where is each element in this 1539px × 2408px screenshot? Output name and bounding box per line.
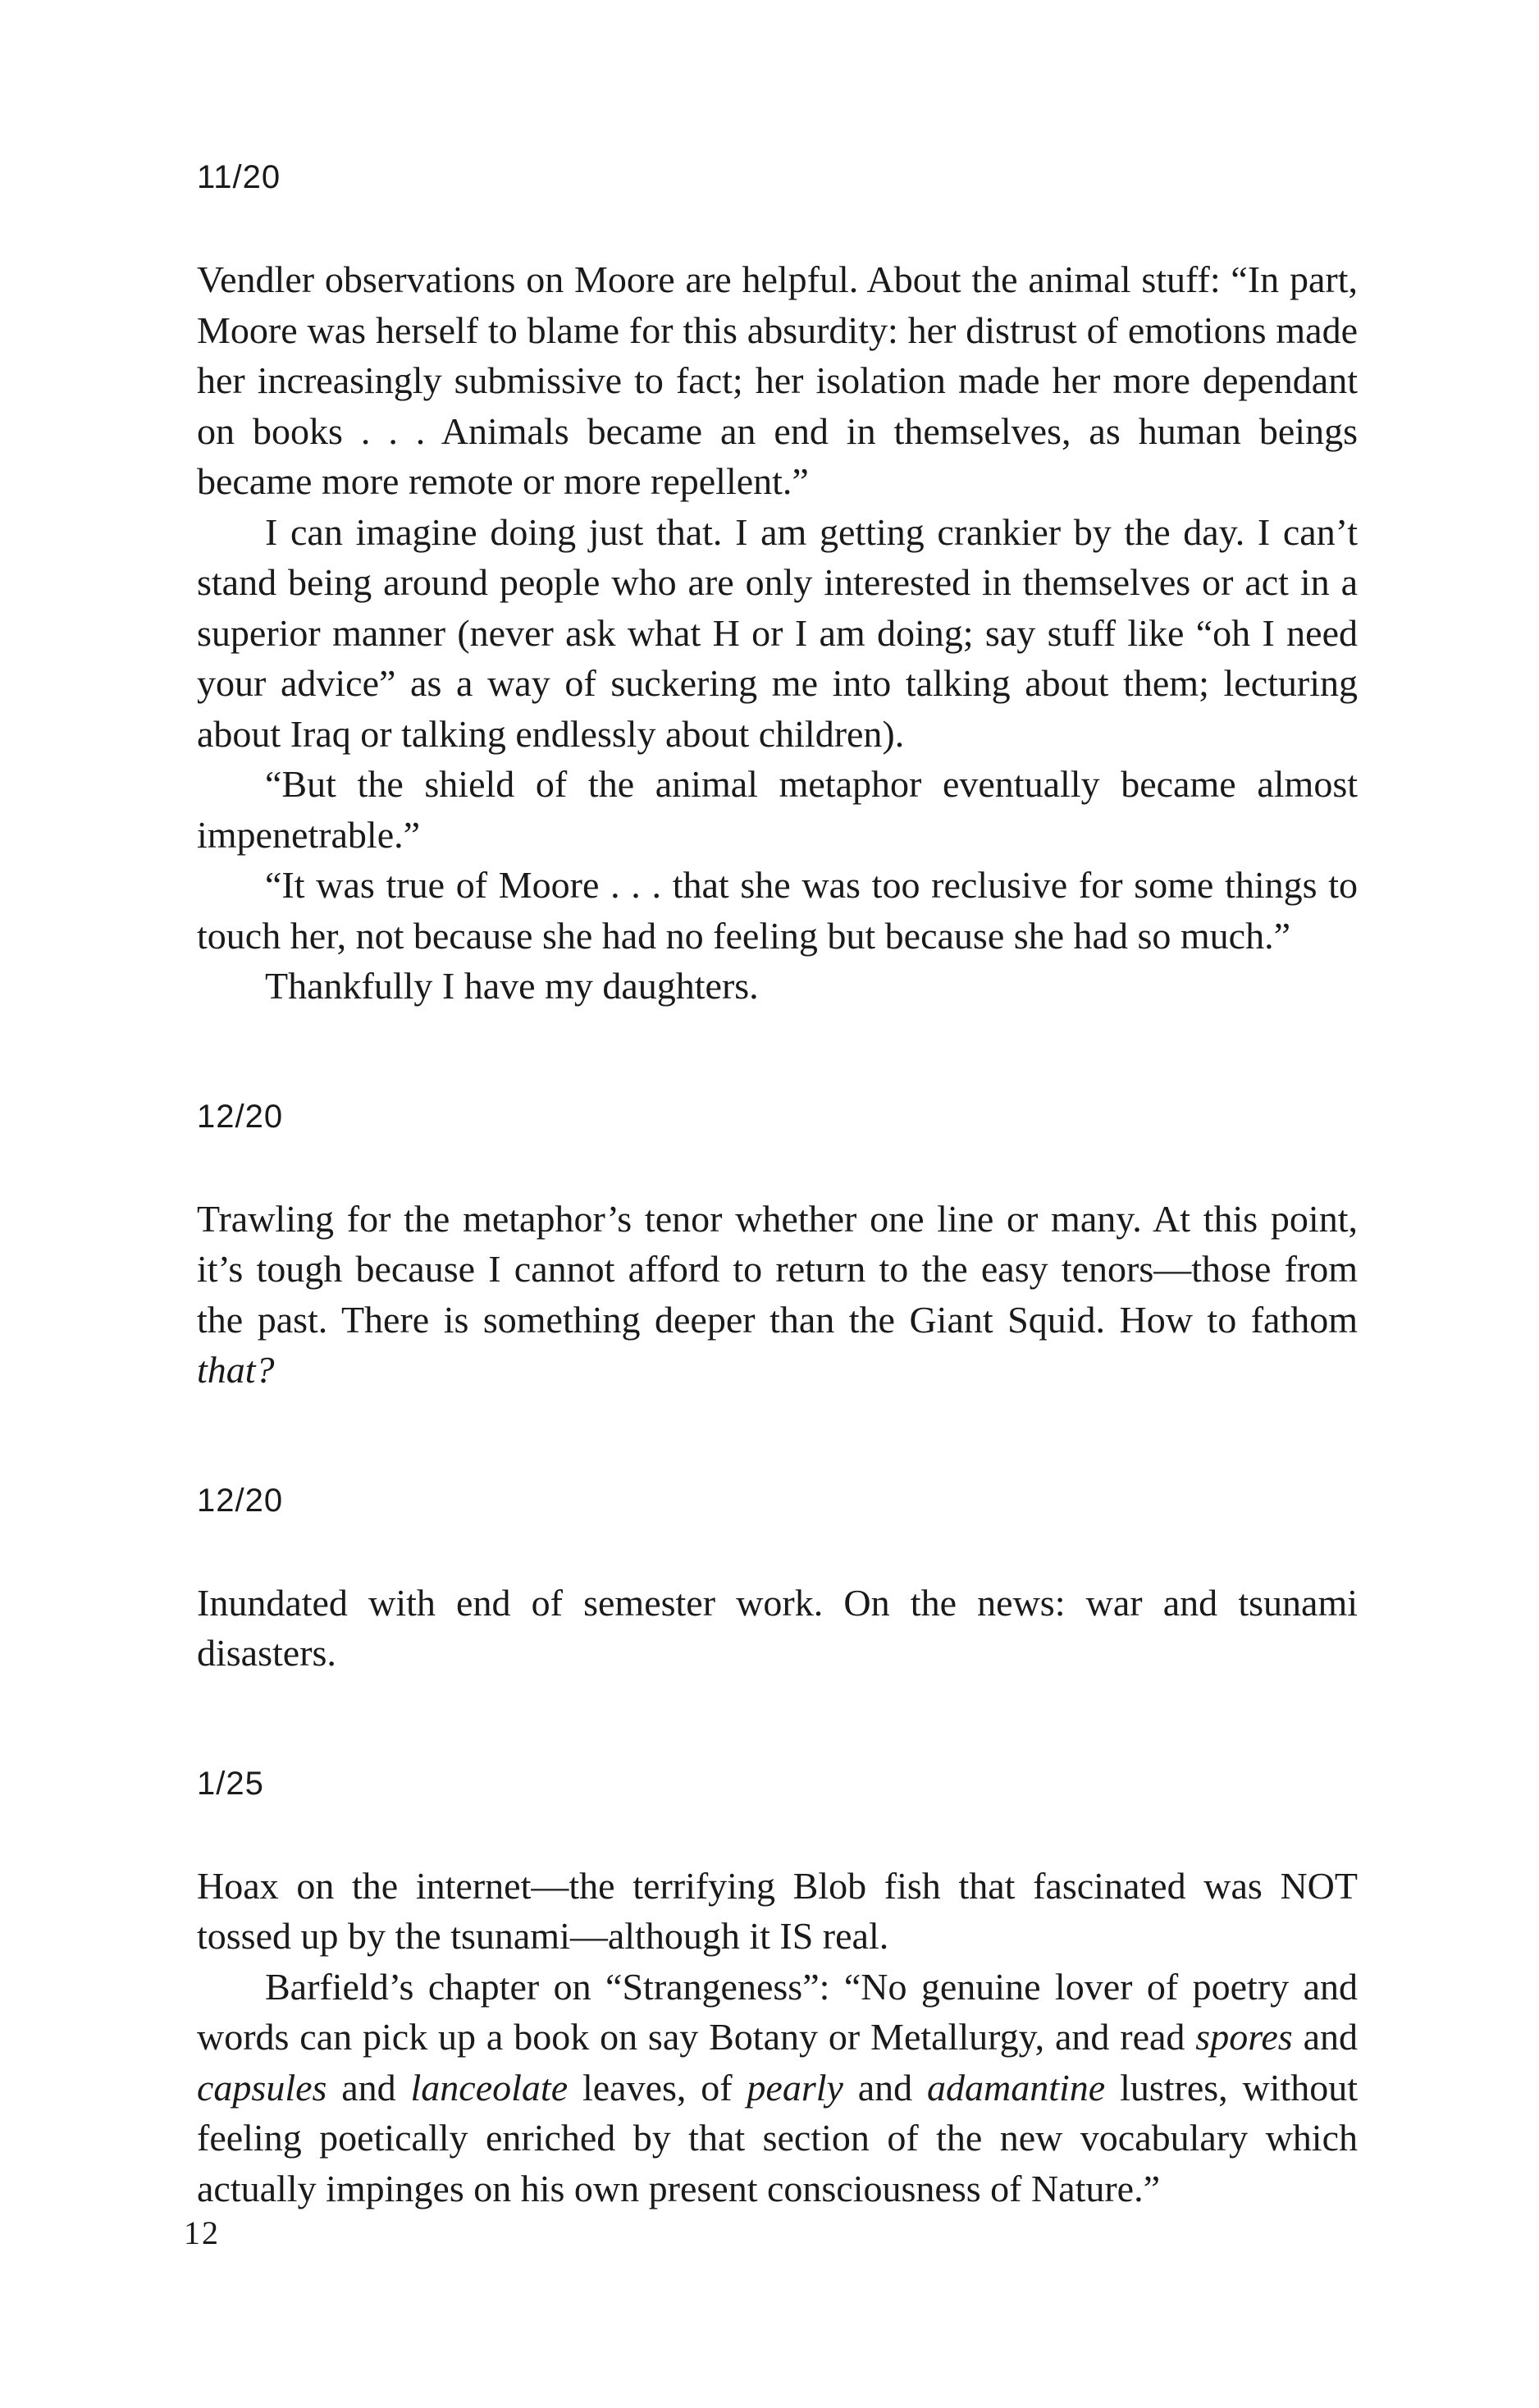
paragraph: Inundated with end of semester work. On the news: war and tsunami disasters. bbox=[197, 1581, 1358, 1674]
paragraph-text: and bbox=[341, 2066, 396, 2109]
paragraph-text: lustres, without feeling poetically enriched by that section of the new vocabulary which actually impinges on his own present consciousness of Nature.” bbox=[197, 2066, 1359, 2209]
emphasis-text: lanceolate bbox=[410, 2066, 569, 2109]
paragraph-text: and bbox=[1303, 2016, 1359, 2058]
entry-date: 11/20 bbox=[197, 159, 281, 195]
emphasis-text: capsules bbox=[197, 2066, 327, 2109]
journal-entry bbox=[197, 1767, 1358, 2214]
journal-entry bbox=[197, 1484, 1358, 1679]
emphasis-text: adamantine bbox=[927, 2066, 1106, 2109]
paragraph: “It was true of Moore . . . that she was too reclusive for some things to touch her, not because she had no feeling but because she had so much.” bbox=[197, 864, 1358, 957]
paragraph: Vendler observations on Moore are helpful. About the animal stuff: “In part, Moore was herself to blame for this absurdity: her distrust of emotions made her increasingly submissive to fact; her isolation made her more dependant on books . . . Animals became an end in themselves, as human beings became more remote or more repellent.” bbox=[197, 258, 1358, 502]
paragraph: “But the shield of the animal metaphor eventually became almost impenetrable.” bbox=[197, 763, 1358, 856]
emphasis-text: pearly bbox=[747, 2066, 843, 2109]
paragraph bbox=[197, 1194, 1358, 1396]
emphasis-text: that? bbox=[197, 1349, 275, 1391]
paragraph-text: and bbox=[857, 2066, 913, 2109]
paragraph: Hoax on the internet—the terrifying Blob fish that fascinated was NOT tossed up by the tsunami—although it IS real. bbox=[197, 1864, 1358, 1957]
entry-date: 12/20 bbox=[197, 1098, 284, 1135]
paragraph bbox=[197, 1962, 1358, 2214]
paragraph: Thankfully I have my daughters. bbox=[265, 965, 759, 1007]
emphasis-text: spores bbox=[1195, 2016, 1293, 2058]
paragraph-text: Barfield’s chapter on “Strangeness”: “No genuine lover of poetry and words can pick up a book on say Botany or Metallurgy, and read bbox=[197, 1965, 1358, 2058]
paragraph-text: leaves, of bbox=[582, 2066, 733, 2109]
entry-date: 12/20 bbox=[197, 1482, 284, 1519]
page-body bbox=[197, 161, 1358, 2214]
paragraph-text: Trawling for the metaphor’s tenor whether one line or many. At this point, it’s tough because I cannot afford to return to the easy tenors—those from the past. There is something deeper than the Giant Squid. How to fathom bbox=[197, 1197, 1358, 1341]
page-number: 12 bbox=[184, 2214, 220, 2251]
journal-entry bbox=[197, 161, 1358, 1012]
journal-entry bbox=[197, 1100, 1358, 1396]
paragraph: I can imagine doing just that. I am getting crankier by the day. I can’t stand being around people who are only interested in themselves or act in a superior manner (never ask what H or I am doing; say stuff like “oh I need your advice” as a way of suckering me into talking about them; lecturing about Iraq or talking endlessly about children). bbox=[197, 510, 1358, 755]
entry-date: 1/25 bbox=[197, 1765, 264, 1802]
